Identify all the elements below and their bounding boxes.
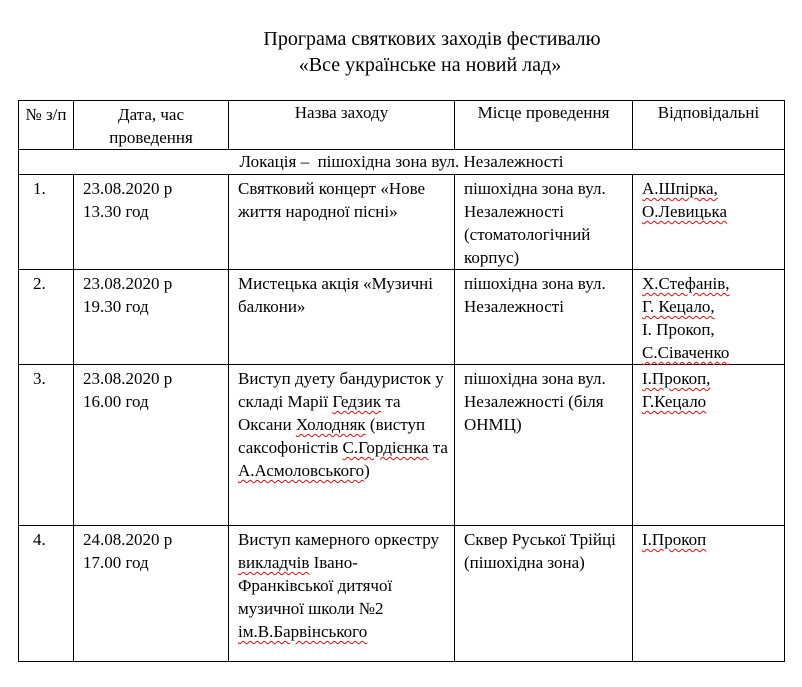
- table-row: [19, 175, 785, 270]
- responsible-person: І.Прокоп,: [642, 369, 711, 388]
- event-name-part: Виступ дуету бандуристок у складі Марії: [238, 369, 444, 411]
- document-title: [0, 26, 802, 78]
- row-date-time: 23.08.2020 р 19.30 год: [74, 270, 229, 365]
- row-venue: пішохідна зона вул. Незалежності (стоматологічний корпус): [455, 175, 633, 270]
- location-label: Локація – пішохідна зона вул. Незалежності: [19, 150, 785, 175]
- event-name-part: та Оксани: [238, 392, 401, 434]
- row-responsible: [633, 526, 785, 662]
- event-name-part: ім.В.Барвінського: [238, 622, 368, 641]
- row-date-time: 23.08.2020 р 16.00 год: [74, 365, 229, 526]
- row-responsible: [633, 175, 785, 270]
- responsible-person: Х.Стефанів,: [642, 274, 730, 293]
- event-name-part: (виступ саксофоністів: [238, 415, 426, 457]
- row-responsible: [633, 270, 785, 365]
- responsible-person: О.Левицька: [642, 202, 728, 221]
- location-row: [19, 150, 785, 175]
- title-line-2: «Все українське на новий лад»: [298, 54, 562, 76]
- header-responsible: Відповідальні: [633, 101, 785, 150]
- title-line-1: Програма святкових заходів фестивалю: [263, 28, 601, 50]
- program-table: [18, 100, 785, 662]
- header-event-name: Назва заходу: [229, 101, 455, 150]
- row-number: 3.: [19, 365, 74, 526]
- responsible-person: І.Прокоп: [642, 530, 707, 549]
- responsible-person: А.Шпірка,: [642, 179, 718, 198]
- event-name-part: викладчів: [238, 553, 310, 572]
- table-row: [19, 365, 785, 526]
- row-date-time: 24.08.2020 р 17.00 год: [74, 526, 229, 662]
- header-number: № з/п: [19, 101, 74, 150]
- responsible-person: І. Прокоп,: [642, 320, 715, 339]
- table-row: [19, 526, 785, 662]
- event-name-part: Гедзик: [332, 392, 382, 411]
- event-name-part: та: [428, 438, 448, 457]
- responsible-person: Г.Кецало: [642, 392, 707, 411]
- row-responsible: [633, 365, 785, 526]
- table-header-row: [19, 101, 785, 150]
- event-name-part: С.Гордієнка: [342, 438, 429, 457]
- responsible-person: Г. Кецало,: [642, 297, 715, 316]
- header-venue: Місце проведення: [455, 101, 633, 150]
- event-name-part: Виступ камерного оркестру: [238, 530, 440, 549]
- responsible-person: С.Сіваченко: [642, 343, 730, 362]
- row-event-name: Святковий концерт «Нове життя народної пісні»: [229, 175, 455, 270]
- row-number: 1.: [19, 175, 74, 270]
- row-venue: пішохідна зона вул. Незалежності (біля ОНМЦ): [455, 365, 633, 526]
- event-name-part: Холодняк: [295, 415, 366, 434]
- row-date-time: 23.08.2020 р 13.30 год: [74, 175, 229, 270]
- event-name-part: ): [364, 461, 370, 480]
- table-row: [19, 270, 785, 365]
- row-event-name: [229, 365, 455, 526]
- row-venue: пішохідна зона вул. Незалежності: [455, 270, 633, 365]
- row-event-name: [229, 526, 455, 662]
- row-event-name: Мистецька акція «Музичні балкони»: [229, 270, 455, 365]
- header-date-time: Дата, час проведення: [74, 101, 229, 150]
- row-number: 4.: [19, 526, 74, 662]
- row-number: 2.: [19, 270, 74, 365]
- row-venue: Сквер Руської Трійці (пішохідна зона): [455, 526, 633, 662]
- event-name-part: А.Асмоловського: [238, 461, 365, 480]
- event-name-part: Івано-Франківської дитячої музичної школи №2: [238, 553, 393, 618]
